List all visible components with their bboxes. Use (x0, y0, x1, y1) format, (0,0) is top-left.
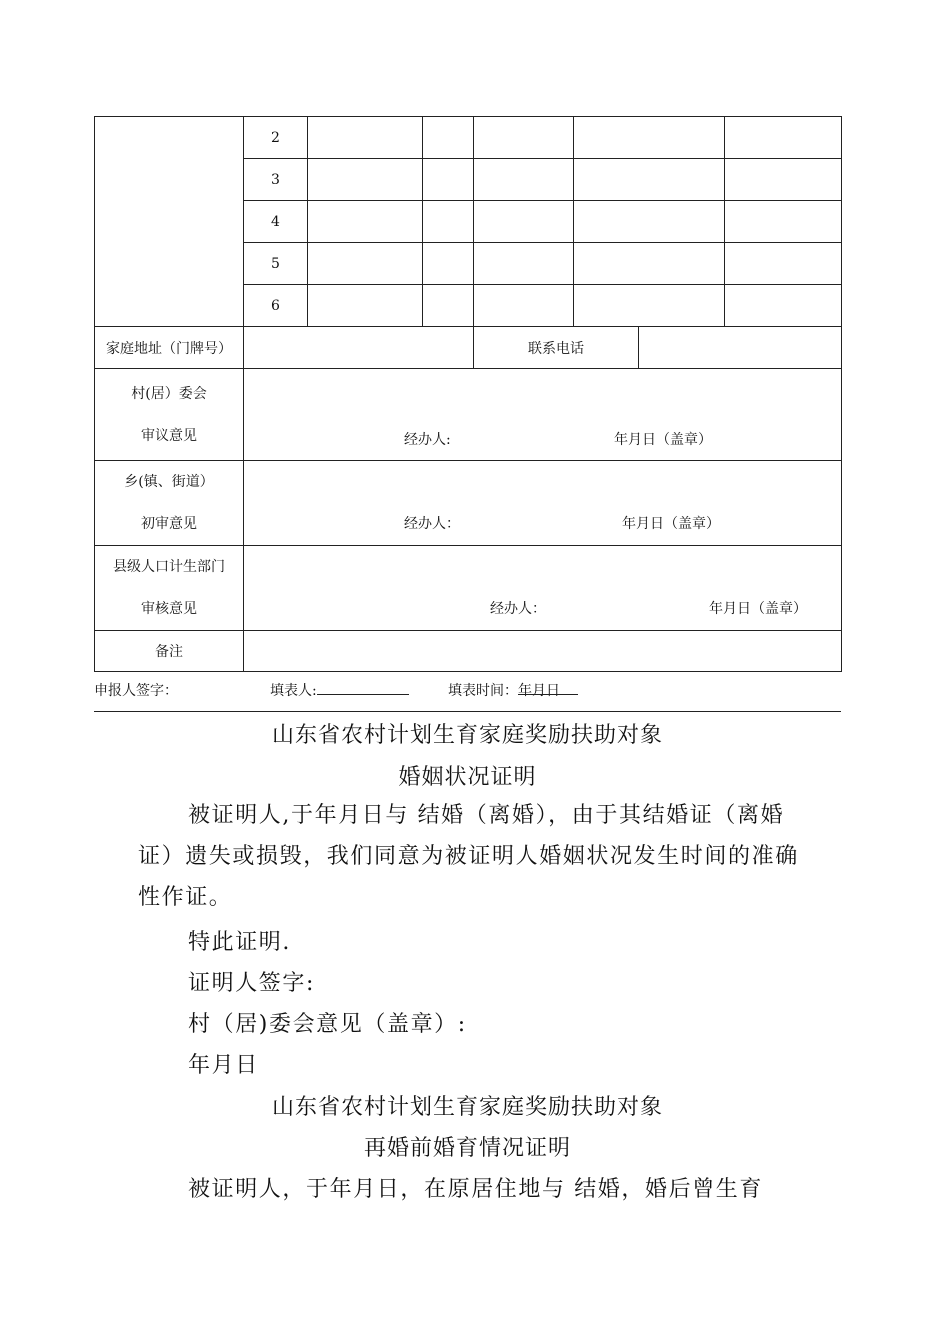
application-form-table (94, 116, 842, 672)
opinion-label-line1: 乡(镇、街道） (124, 474, 214, 490)
child-cell[interactable] (574, 285, 725, 327)
year-label: 年 (518, 683, 532, 699)
child-row-number: 4 (244, 201, 308, 243)
merged-left-cell (95, 117, 244, 327)
child-cell[interactable] (308, 159, 423, 201)
remarks-row (95, 631, 842, 672)
child-cell[interactable] (423, 159, 474, 201)
child-cell[interactable] (725, 201, 842, 243)
opinion-row-village (95, 369, 842, 461)
address-field[interactable] (244, 327, 474, 369)
child-row-number: 2 (244, 117, 308, 159)
opinion-field[interactable] (244, 546, 842, 631)
opinion-label-line1: 村(居）委会 (131, 385, 207, 402)
child-cell[interactable] (423, 243, 474, 285)
fill-time-label: 填表时间： (448, 683, 518, 699)
child-cell[interactable] (423, 117, 474, 159)
opinion-label-line2: 审核意见 (141, 601, 197, 617)
cert1-committee-opinion: 村（居)委会意见（盖章）: (188, 1012, 467, 1037)
child-cell[interactable] (725, 117, 842, 159)
cert1-special: 特此证明. (188, 930, 291, 955)
opinion-field[interactable] (244, 461, 842, 546)
handler-label: 经办人: (404, 432, 451, 448)
child-cell[interactable] (574, 117, 725, 159)
fill-time-field[interactable] (448, 680, 560, 700)
opinion-label (95, 369, 244, 461)
handler-label: 经办人： (404, 516, 460, 532)
cert2-title-line2: 再婚前婚育情况证明 (363, 1136, 571, 1161)
opinion-label-line2: 初审意见 (141, 516, 197, 532)
date-seal-label: 年月日（盖章） (709, 601, 807, 617)
remarks-field[interactable] (244, 631, 842, 672)
cert1-witness-sign: 证明人签字: (188, 971, 316, 996)
child-cell[interactable] (574, 243, 725, 285)
date-seal-label: 年月日（盖章） (622, 516, 720, 532)
filler-field[interactable] (270, 680, 317, 700)
opinion-label-line1: 县级人口计生部门 (113, 559, 225, 575)
child-cell[interactable] (474, 285, 574, 327)
child-cell[interactable] (474, 201, 574, 243)
opinion-label-line2: 审议意见 (141, 427, 197, 444)
child-cell[interactable] (725, 243, 842, 285)
cert1-title-line2: 婚姻状况证明 (398, 765, 537, 790)
cert1-title-line1: 山东省农村计划生育家庭奖励扶助对象 (271, 723, 663, 748)
applicant-signature-label: 申报人签字： (94, 683, 178, 699)
divider (94, 711, 841, 712)
child-cell[interactable] (308, 285, 423, 327)
child-row-number: 3 (244, 159, 308, 201)
phone-label: 联系电话 (474, 327, 639, 369)
date-seal-label: 年月日（盖章） (614, 432, 712, 448)
remarks-label: 备注 (95, 631, 244, 672)
child-row (95, 117, 842, 159)
child-cell[interactable] (474, 243, 574, 285)
child-cell[interactable] (308, 201, 423, 243)
child-cell[interactable] (574, 159, 725, 201)
phone-field[interactable] (639, 327, 842, 369)
child-cell[interactable] (474, 117, 574, 159)
handler-label: 经办人： (490, 601, 546, 617)
opinion-field[interactable] (244, 369, 842, 461)
address-label: 家庭地址（门牌号） (95, 327, 244, 369)
cert2-body: 被证明人，于年月日，在原居住地与 结婚，婚后曾生育 (188, 1177, 763, 1202)
filler-label: 填表人: (270, 683, 317, 699)
month-label: 月 (532, 683, 546, 699)
child-cell[interactable] (574, 201, 725, 243)
child-cell[interactable] (423, 201, 474, 243)
opinion-label (95, 546, 244, 631)
opinion-row-township (95, 461, 842, 546)
cert2-title-line1: 山东省农村计划生育家庭奖励扶助对象 (271, 1095, 663, 1120)
child-row-number: 6 (244, 285, 308, 327)
child-cell[interactable] (474, 159, 574, 201)
child-cell[interactable] (725, 159, 842, 201)
day-label: 日 (546, 683, 560, 699)
child-cell[interactable] (308, 117, 423, 159)
cert1-date: 年月日 (188, 1053, 259, 1078)
opinion-row-county (95, 546, 842, 631)
child-cell[interactable] (725, 285, 842, 327)
child-row-number: 5 (244, 243, 308, 285)
cert1-body: 被证明人,于年月日与 结婚（离婚），由于其结婚证（离婚证）遗失或损毁，我们同意为被证明人婚姻状况发生时间的准确性作证。 (138, 803, 799, 910)
child-cell[interactable] (308, 243, 423, 285)
child-cell[interactable] (423, 285, 474, 327)
opinion-label (95, 461, 244, 546)
address-row (95, 327, 842, 369)
